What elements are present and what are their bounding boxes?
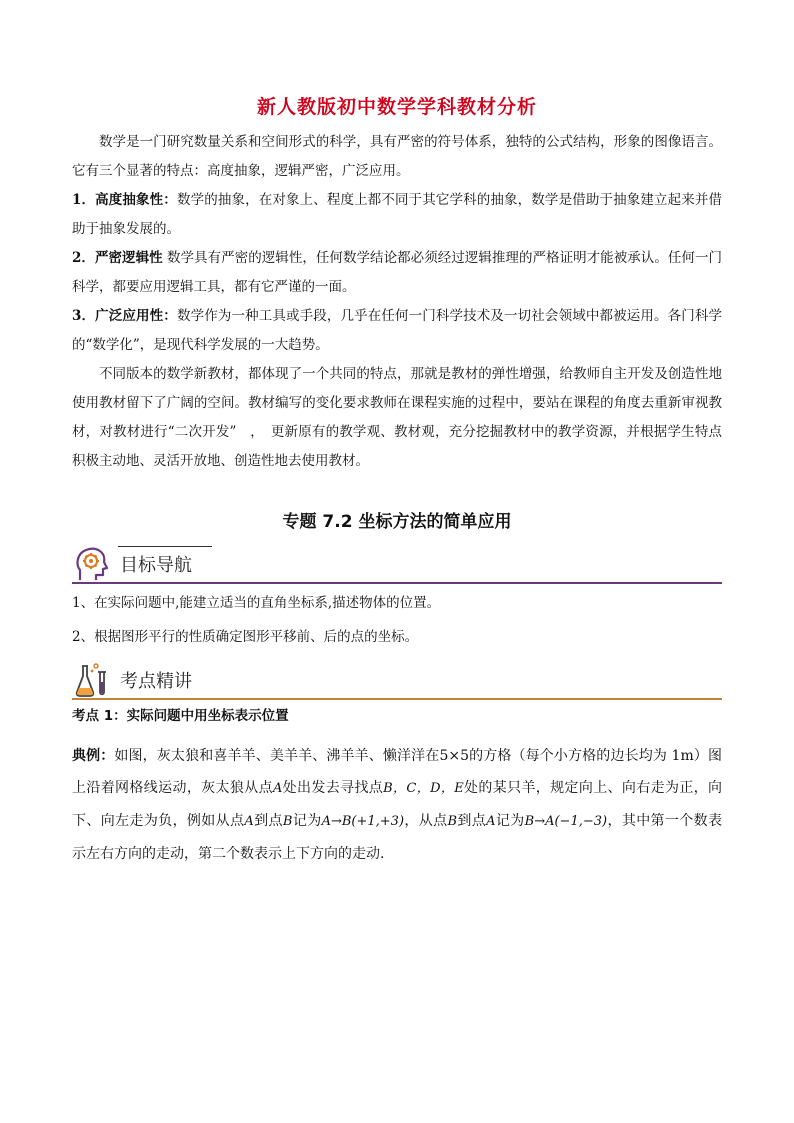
point-3-label: 3．广泛应用性：	[72, 308, 177, 324]
point-1-label: 1．高度抽象性：	[72, 192, 177, 208]
example-text-8: 记为	[495, 813, 525, 829]
key-points-section-header	[72, 660, 722, 700]
paragraph-2: 不同版本的数学新教材，都体现了一个共同的特点，那就是教材的弹性增强，给教师自主开发及创造性地使用教材留下了广阔的空间。教材编写的变化要求教师在课程实施的过程中，要站在课程的角度去重新审视教材，对教材进行“二次开发” ， 更新原有的教学观、教材观，充分挖掘教材中的教学资源，并根据学生特点积极主动地、灵活开放地、创造性地去使用教材。	[72, 366, 722, 469]
point-1	[72, 186, 722, 244]
goal-item-1: 1、在实际问题中,能建立适当的直角坐标系,描述物体的位置。	[72, 595, 441, 611]
example-text-5: 记为	[292, 813, 322, 829]
goals-header-underline	[72, 582, 722, 584]
example-text-6: ，从点	[404, 813, 448, 829]
point-2	[72, 244, 722, 302]
example-expression-2: B→A(−1,−3)	[524, 814, 608, 829]
point-3-text: 数学作为一种工具或手段，几乎在任何一门科学技术及一切社会领域中都被运用。各门科学的“数学化”，是现代科学发展的一大趋势。	[72, 308, 722, 353]
example-point-a-3: A	[486, 814, 496, 829]
goal-item-2: 2、根据图形平行的性质确定图形平移前、后的点的坐标。	[72, 629, 419, 645]
goals-heading: 目标导航	[120, 555, 192, 576]
example-expression-1: A→B(+1,+3)	[321, 814, 405, 829]
example-point-a-2: A	[244, 814, 254, 829]
example-paragraph	[72, 740, 722, 870]
point-1-text: 数学的抽象，在对象上、程度上都不同于其它学科的抽象，数学是借助于抽象建立起来并借助于抽象发展的。	[72, 192, 722, 237]
subject-title: 专题 7.2 坐标方法的简单应用	[282, 512, 512, 532]
document-title: 新人教版初中数学学科教材分析	[256, 96, 537, 118]
example-text-9: ，其中第一个数表示左右方向的走动，第二个数表示上下方向的走动.	[72, 813, 723, 862]
example-text-4: 到点	[253, 813, 283, 829]
brain-gear-icon	[74, 546, 112, 582]
flask-icon	[74, 662, 112, 698]
example-text-2: 处出发去寻找点	[282, 780, 384, 796]
key-points-heading: 考点精讲	[120, 671, 192, 692]
example-label: 典例：	[72, 748, 115, 764]
document-page	[72, 92, 722, 870]
example-text-3: 处的某只羊，规定向上、向右走为正，向下、向左走为负，例如从点	[72, 780, 723, 829]
example-text-1: 如图，灰太狼和喜羊羊、美羊羊、沸羊羊、懒洋洋在5×5的方格（每个小方格的边长均为 1m）图上沿着网格线运动，灰太狼从点	[72, 748, 722, 796]
example-point-b: B	[282, 814, 293, 829]
point-2-label: 2．严密逻辑性	[72, 250, 163, 266]
point-3	[72, 302, 722, 360]
example-point-b-2: B	[447, 814, 458, 829]
key-point-1-title: 考点 1：实际问题中用坐标表示位置	[72, 708, 289, 724]
key-points-header-underline	[72, 698, 722, 700]
example-points-bcde: B，C，D，E	[383, 781, 464, 796]
example-text-7: 到点	[457, 813, 487, 829]
example-point-a: A	[272, 781, 283, 796]
goals-section-header	[72, 544, 722, 584]
intro-paragraph: 数学是一门研究数量关系和空间形式的科学，具有严密的符号体系，独特的公式结构，形象的图像语言。它有三个显著的特点：高度抽象，逻辑严密，广泛应用。	[72, 134, 722, 179]
point-2-text: 数学具有严密的逻辑性，任何数学结论都必须经过逻辑推理的严格证明才能被承认。任何一门科学，都要应用逻辑工具，都有它严谨的一面。	[72, 250, 722, 295]
goals-header-topline	[118, 546, 212, 547]
